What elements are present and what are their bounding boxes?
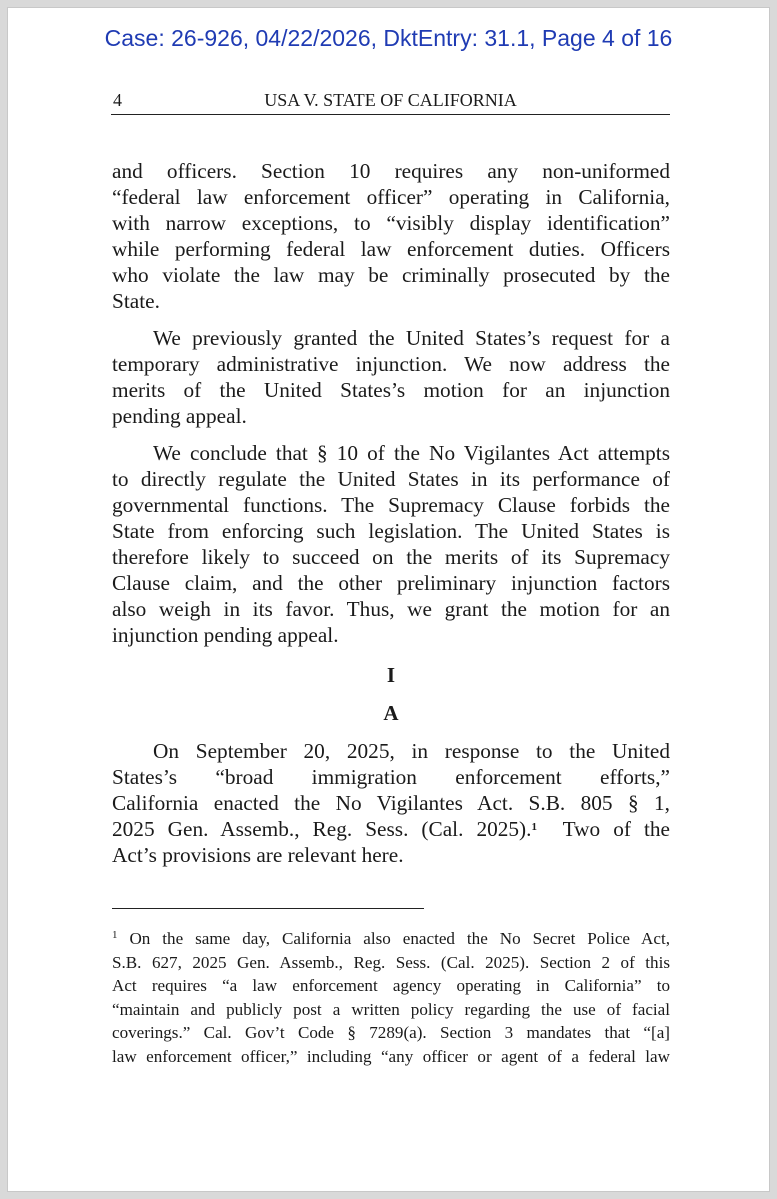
paragraph-4 bbox=[112, 738, 670, 868]
case-header: Case: 26-926, 04/22/2026, DktEntry: 31.1, Page 4 of 16 bbox=[104, 25, 673, 51]
text-line: therefore likely to succeed on the merits of its Supremacy bbox=[112, 545, 670, 569]
text-line: On September 20, 2025, in response to the United bbox=[153, 739, 670, 763]
text-line: injunction pending appeal. bbox=[112, 623, 339, 647]
text-line: who violate the law may be criminally prosecuted by the bbox=[112, 263, 670, 287]
section-heading-letter: A bbox=[383, 701, 399, 725]
text-segment: On the same day, California also enacted the No Secret Police Act, bbox=[117, 929, 670, 948]
text-line-with-footnote bbox=[112, 816, 670, 842]
text-segment: Two of the bbox=[536, 817, 670, 841]
text-line: States’s “broad immigration enforcement efforts,” bbox=[112, 765, 670, 789]
text-segment: 2025 Gen. Assemb., Reg. Sess. (Cal. 2025). bbox=[112, 817, 532, 841]
page-number: 4 bbox=[113, 90, 122, 110]
paragraph-2 bbox=[112, 325, 670, 429]
opinion-body bbox=[112, 158, 670, 879]
section-heading-roman: I bbox=[386, 663, 396, 687]
text-line: merits of the United States’s motion for an injunction bbox=[112, 378, 670, 402]
footnote-line: coverings.” Cal. Gov’t Code § 7289(a). Section 3 mandates that “[a] bbox=[112, 1023, 670, 1042]
footnote-line bbox=[112, 927, 670, 951]
text-line: governmental functions. The Supremacy Clause forbids the bbox=[112, 493, 670, 517]
footnote-reference[interactable]: 1 bbox=[531, 821, 537, 833]
text-line: California enacted the No Vigilantes Act. S.B. 805 § 1, bbox=[112, 791, 670, 815]
text-line: Clause claim, and the other preliminary injunction factors bbox=[112, 571, 670, 595]
footnote-1 bbox=[112, 927, 670, 1068]
footnote-line: “maintain and publicly post a written policy regarding the use of facial bbox=[112, 999, 670, 1019]
case-title-text: USA V. STATE OF CALIFORNIA bbox=[264, 90, 517, 110]
footnote-line: law enforcement officer,” including “any officer or agent of a federal law bbox=[112, 1046, 670, 1066]
text-line: “federal law enforcement officer” operating in California, bbox=[112, 185, 670, 209]
text-line: We conclude that § 10 of the No Vigilantes Act attempts bbox=[153, 441, 670, 465]
text-line: to directly regulate the United States in its performance of bbox=[112, 467, 670, 491]
text-line: pending appeal. bbox=[112, 404, 247, 428]
case-title bbox=[111, 90, 670, 111]
text-line: Act’s provisions are relevant here. bbox=[112, 843, 404, 867]
text-line: State. bbox=[112, 289, 160, 313]
text-line: with narrow exceptions, to “visibly display identification” bbox=[112, 211, 670, 235]
footnote-line: Act requires “a law enforcement agency operating in California” to bbox=[112, 976, 670, 995]
text-line: State from enforcing such legislation. The United States is bbox=[112, 519, 670, 543]
document-page bbox=[7, 7, 770, 1192]
footnote-number: 1 bbox=[112, 929, 118, 941]
text-line: also weigh in its favor. Thus, we grant the motion for an bbox=[112, 597, 670, 621]
paragraph-1 bbox=[112, 158, 670, 314]
footnote-divider bbox=[112, 908, 424, 909]
text-line: while performing federal law enforcement duties. Officers bbox=[112, 237, 670, 261]
running-head bbox=[111, 88, 670, 115]
text-line: temporary administrative injunction. We now address the bbox=[112, 352, 670, 376]
text-line: We previously granted the United States’s request for a bbox=[153, 326, 670, 350]
text-line: and officers. Section 10 requires any non-uniformed bbox=[112, 159, 670, 183]
paragraph-3 bbox=[112, 440, 670, 648]
footnote-line: S.B. 627, 2025 Gen. Assemb., Reg. Sess. (Cal. 2025). Section 2 of this bbox=[112, 952, 670, 972]
